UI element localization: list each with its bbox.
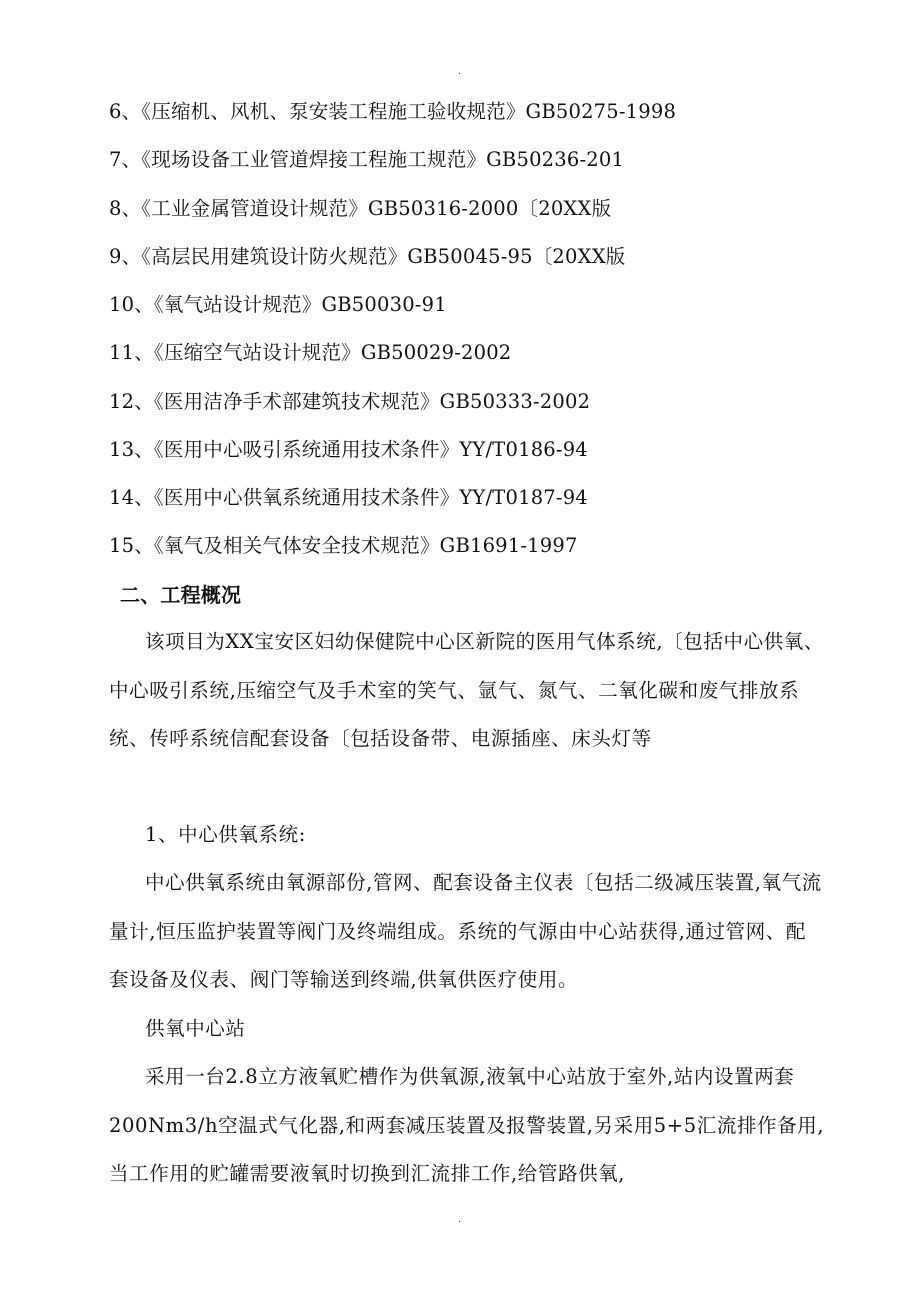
reference-item: 6、《压缩机、风机、泵安装工程施工验收规范》GB50275-1998 [109,100,677,123]
overview-paragraph [109,618,825,764]
oxygen-paragraph [109,859,825,1005]
reference-item: 10、《氧气站设计规范》GB50030-91 [109,293,447,316]
section-heading: 二、工程概况 [120,583,242,607]
subsection-title: 1、中心供氧系统: [145,823,306,846]
station-paragraph [109,1053,825,1199]
page-dot-top: . [458,66,462,77]
subsection-oxygen [109,811,825,860]
reference-item: 8、《工业金属管道设计规范》GB50316-2000〔20XX版 [109,197,612,220]
reference-item: 13、《医用中心吸引系统通用技术条件》YY/T0186-94 [109,438,588,461]
reference-item: 11、《压缩空气站设计规范》GB50029-2002 [109,341,512,364]
reference-item: 14、《医用中心供氧系统通用技术条件》YY/T0187-94 [109,486,588,509]
reference-item: 15、《氧气及相关气体安全技术规范》GB1691-1997 [109,534,578,557]
station-text: 采用一台2.8立方液氧贮槽作为供氧源,液氧中心站放于室外,站内设置两套200Nm3/h空温式气化器,和两套减压装置及报警装置,另采用5+5汇流排作备用,当工作用的贮罐需要液氧时切换到汇流排工作,给管路供氧, [109,1065,825,1185]
station-title-block [109,1005,825,1054]
reference-item: 7、《现场设备工业管道焊接工程施工规范》GB50236-201 [109,148,625,171]
station-title: 供氧中心站 [145,1017,246,1040]
reference-item: 12、《医用洁净手术部建筑技术规范》GB50333-2002 [109,390,591,413]
page-dot-bottom: . [458,1214,462,1225]
oxygen-text: 中心供氧系统由氧源部份,管网、配套设备主仪表〔包括二级减压装置,氧气流量计,恒压监护装置等阀门及终端组成。系统的气源由中心站获得,通过管网、配套设备及仪表、阀门等输送到终端,供氧供医疗使用。 [109,871,822,991]
reference-item: 9、《高层民用建筑设计防火规范》GB50045-95〔20XX版 [109,245,626,268]
overview-text: 该项目为XX宝安区妇幼保健院中心区新院的医用气体系统,〔包括中心供氧、中心吸引系统,压缩空气及手术室的笑气、氩气、氮气、二氧化碳和废气排放系统、传呼系统信配套设备〔包括设备带、电源插座、床头灯等 [109,630,824,750]
